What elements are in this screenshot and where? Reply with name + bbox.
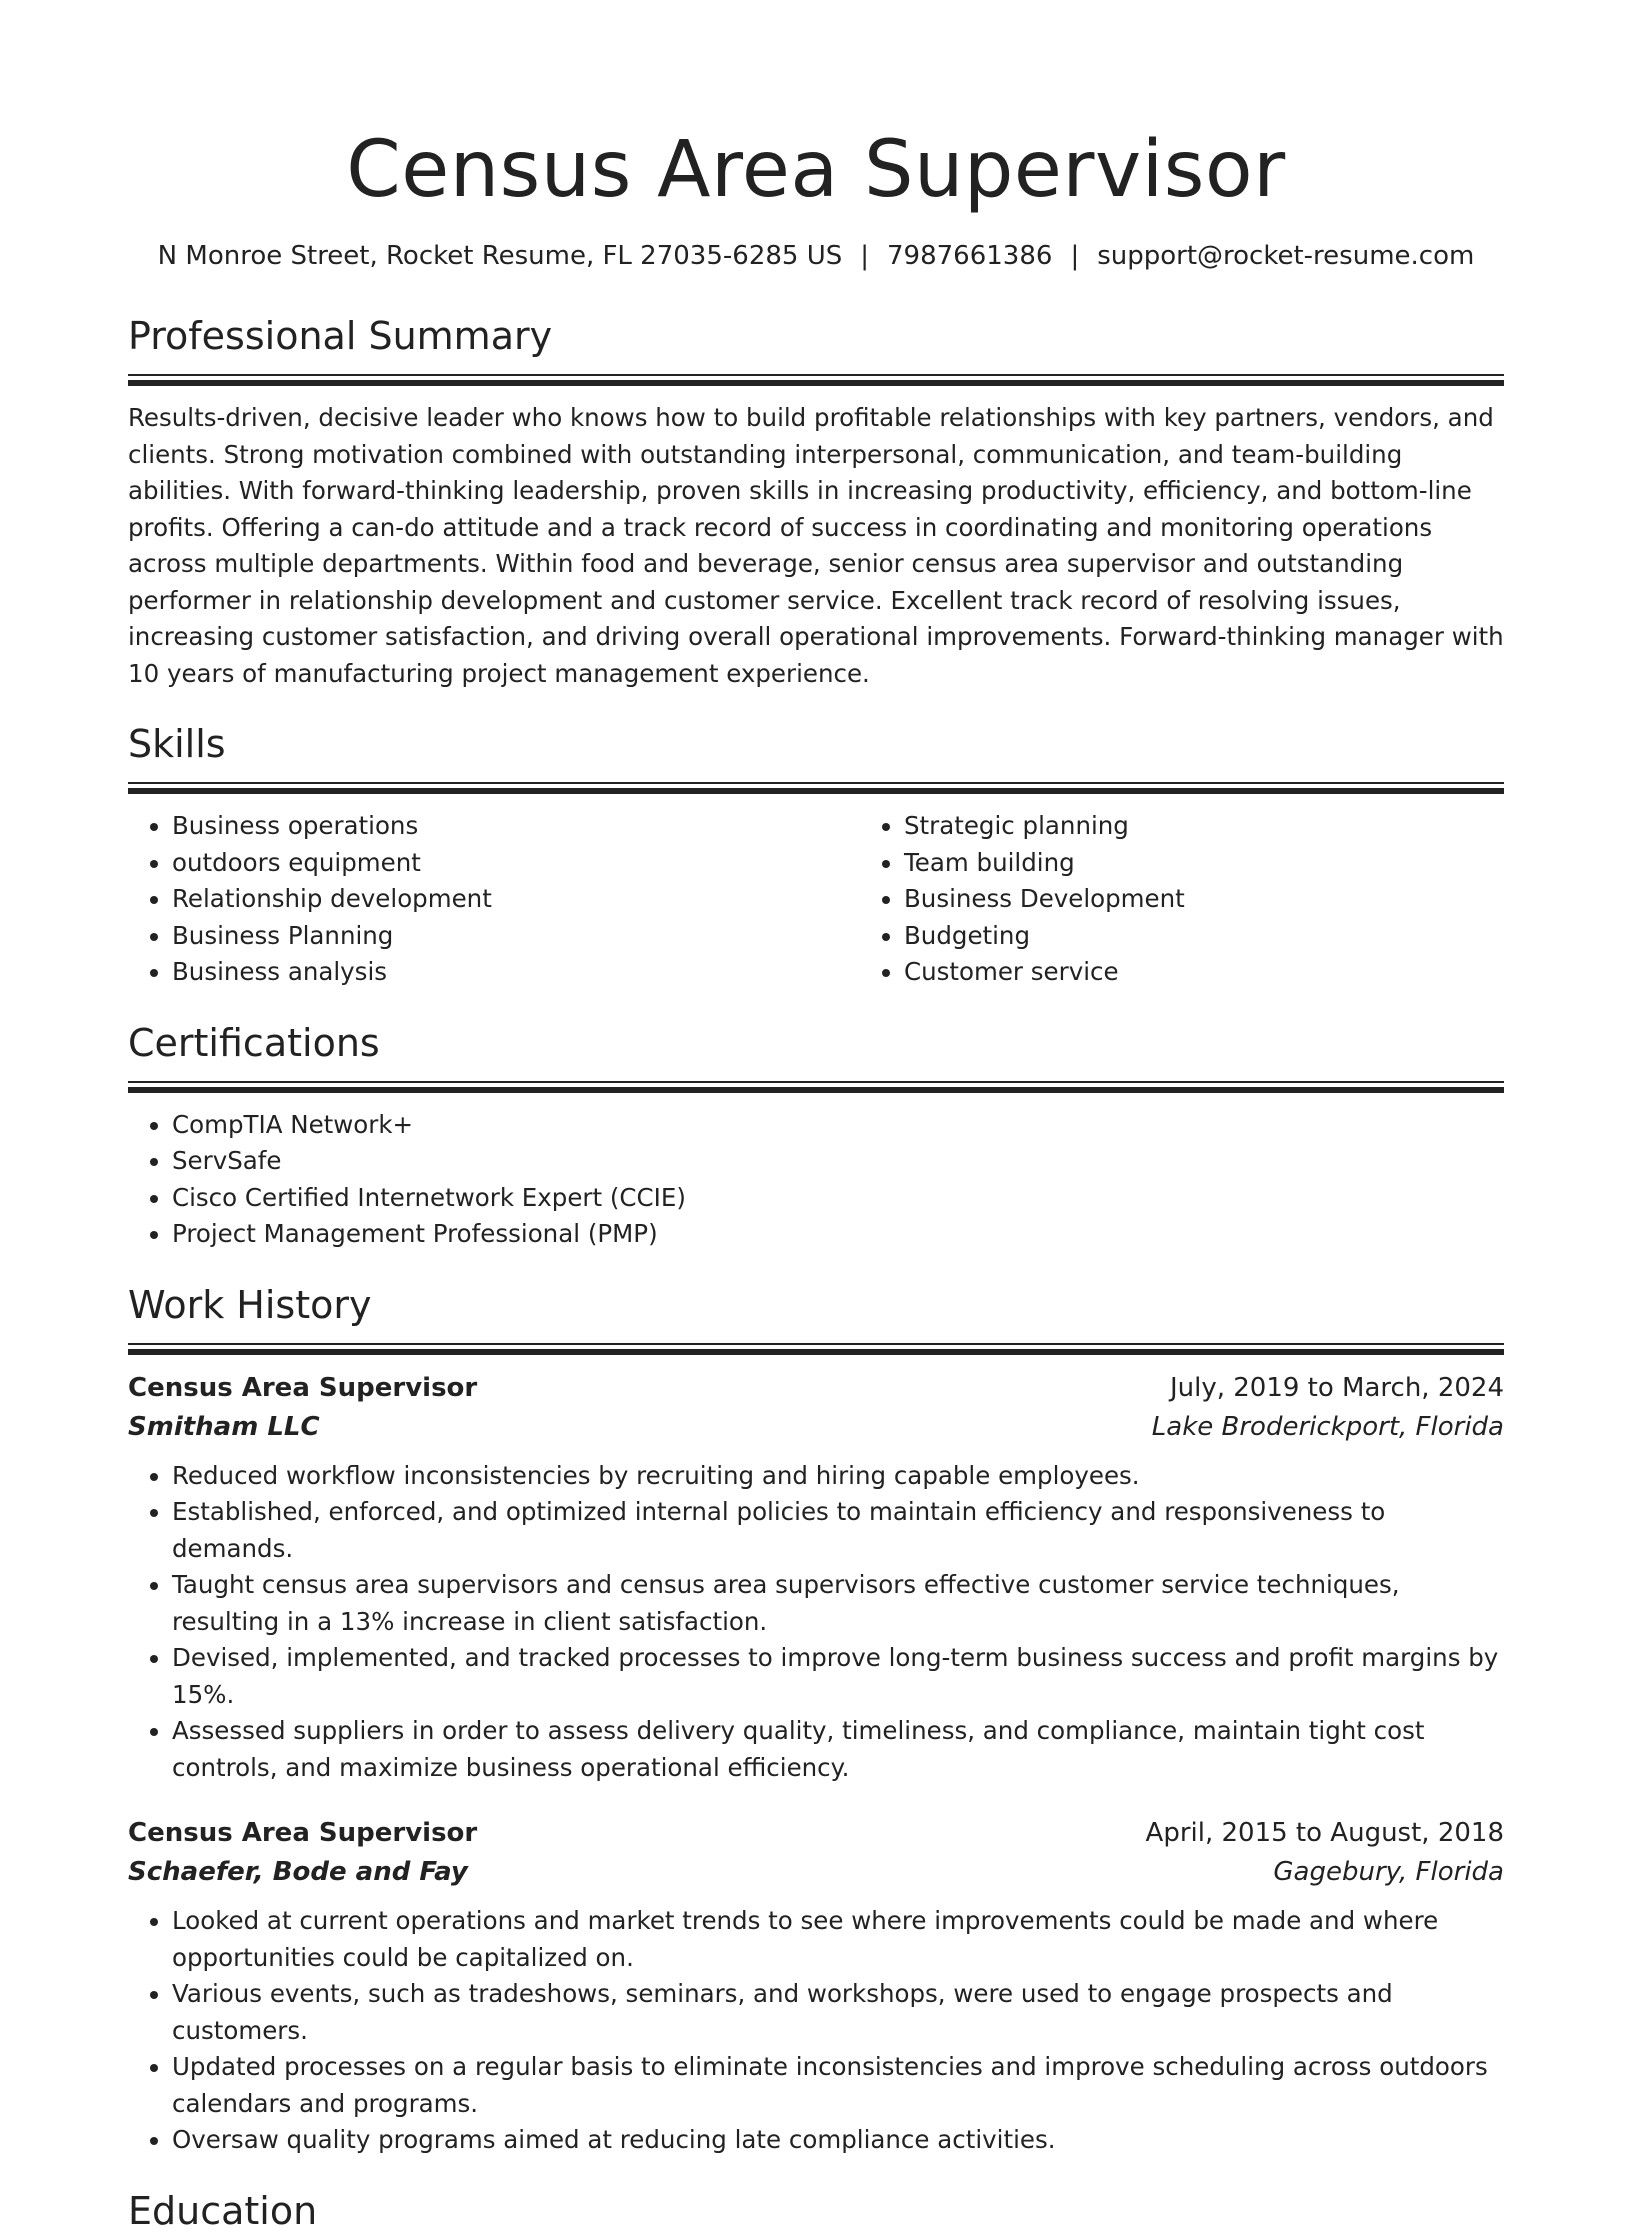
contact-line xyxy=(128,238,1504,274)
section-divider xyxy=(128,782,1504,794)
contact-separator: | xyxy=(860,241,870,271)
skills-section xyxy=(128,720,1504,991)
job-title: Census Area Supervisor xyxy=(128,1372,478,1403)
section-divider xyxy=(128,374,1504,386)
job-title: Census Area Supervisor xyxy=(128,1818,478,1848)
job-dates: April, 2015 to August, 2018 xyxy=(1145,1818,1504,1848)
job-bullet: • Assessed suppliers in order to assess delivery quality, timeliness, and compliance, maintain tight cost controls, and maximize business operational efficiency. xyxy=(172,1713,1504,1786)
certifications-list xyxy=(128,1107,1504,1253)
skill-item: • Team building xyxy=(904,845,1592,882)
job-bullet: • Reduced workflow inconsistencies by recruiting and hiring capable employees. xyxy=(172,1458,1504,1495)
job-bullets xyxy=(128,1903,1504,2159)
skill-item: • outdoors equipment xyxy=(172,845,860,882)
resume-name: Census Area Supervisor xyxy=(346,125,1286,215)
section-title-skills: Skills xyxy=(128,722,226,766)
certification-item: • Project Management Professional (PMP) xyxy=(172,1216,1504,1253)
job-company: Schaefer, Bode and Fay xyxy=(128,1857,468,1887)
skills-list-left xyxy=(128,808,860,991)
contact-separator: | xyxy=(1070,241,1080,271)
job-dates: July, 2019 to March, 2024 xyxy=(1169,1372,1504,1403)
skills-list-right xyxy=(860,808,1592,991)
job-location: Lake Broderickport, Florida xyxy=(1151,1411,1504,1442)
job-entry xyxy=(128,1369,1504,1787)
job-bullet: • Established, enforced, and optimized internal policies to maintain efficiency and responsiveness to demands. xyxy=(172,1494,1504,1567)
job-location: Gagebury, Florida xyxy=(1273,1857,1504,1887)
job-header-row xyxy=(128,1814,1504,1853)
skill-item: • Business analysis xyxy=(172,954,860,991)
job-bullet: • Devised, implemented, and tracked processes to improve long-term business success and profit margins by 15%. xyxy=(172,1640,1504,1713)
section-title-summary: Professional Summary xyxy=(128,314,553,358)
job-company-row xyxy=(128,1408,1504,1447)
contact-email: support@rocket-resume.com xyxy=(1097,241,1475,271)
certification-item: • Cisco Certified Internetwork Expert (CCIE) xyxy=(172,1180,1504,1217)
skill-item: • Business Planning xyxy=(172,918,860,955)
job-bullet: • Oversaw quality programs aimed at reducing late compliance activities. xyxy=(172,2122,1504,2159)
skill-item: • Budgeting xyxy=(904,918,1592,955)
certification-item: • ServSafe xyxy=(172,1143,1504,1180)
section-title-certifications: Certifications xyxy=(128,1020,380,1065)
summary-text: Results-driven, decisive leader who knows how to build profitable relationships with key partners, vendors, and clients. Strong motivation combined with outstanding interpersonal, communication, and team-building abilities. With forward-thinking leadership, proven skills in increasing productivity, efficiency, and bottom-line profits. Offering a can-do attitude and a track record of success in coordinating and monitoring operations across multiple departments. Within food and beverage, senior census area supervisor and outstanding performer in relationship development and customer service. Excellent track record of resolving issues, increasing customer satisfaction, and driving overall operational improvements. Forward-thinking manager with 10 years of manufacturing project management experience. xyxy=(128,403,1504,688)
job-header-row xyxy=(128,1369,1504,1408)
skill-item: • Relationship development xyxy=(172,881,860,918)
certification-item: • CompTIA Network+ xyxy=(172,1107,1504,1144)
skill-item: • Strategic planning xyxy=(904,808,1592,845)
job-company-row xyxy=(128,1853,1504,1892)
job-bullet: • Various events, such as tradeshows, seminars, and workshops, were used to engage prospects and customers. xyxy=(172,1976,1504,2049)
job-bullet: • Taught census area supervisors and census area supervisors effective customer service techniques, resulting in a 13% increase in client satisfaction. xyxy=(172,1567,1504,1640)
job-entry xyxy=(128,1814,1504,2159)
skill-item: • Business operations xyxy=(172,808,860,845)
certifications-section xyxy=(128,1019,1504,1253)
skill-item: • Business Development xyxy=(904,881,1592,918)
skill-item: • Customer service xyxy=(904,954,1592,991)
contact-phone: 7987661386 xyxy=(887,241,1053,271)
contact-address: N Monroe Street, Rocket Resume, FL 27035-6285 US xyxy=(157,241,843,271)
job-company: Smitham LLC xyxy=(128,1411,320,1442)
skills-grid xyxy=(128,808,1504,991)
job-bullet: • Updated processes on a regular basis to eliminate inconsistencies and improve scheduling across outdoors calendars and programs. xyxy=(172,2049,1504,2122)
education-section xyxy=(128,2187,1504,2235)
section-divider xyxy=(128,1081,1504,1093)
section-title-education: Education xyxy=(128,2188,318,2233)
job-bullets xyxy=(128,1458,1504,1787)
section-divider xyxy=(128,1343,1504,1355)
work-history-section xyxy=(128,1281,1504,2159)
summary-section xyxy=(128,312,1504,692)
section-title-work-history: Work History xyxy=(128,1282,372,1327)
job-bullet: • Looked at current operations and market trends to see where improvements could be made and where opportunities could be capitalized on. xyxy=(172,1903,1504,1976)
